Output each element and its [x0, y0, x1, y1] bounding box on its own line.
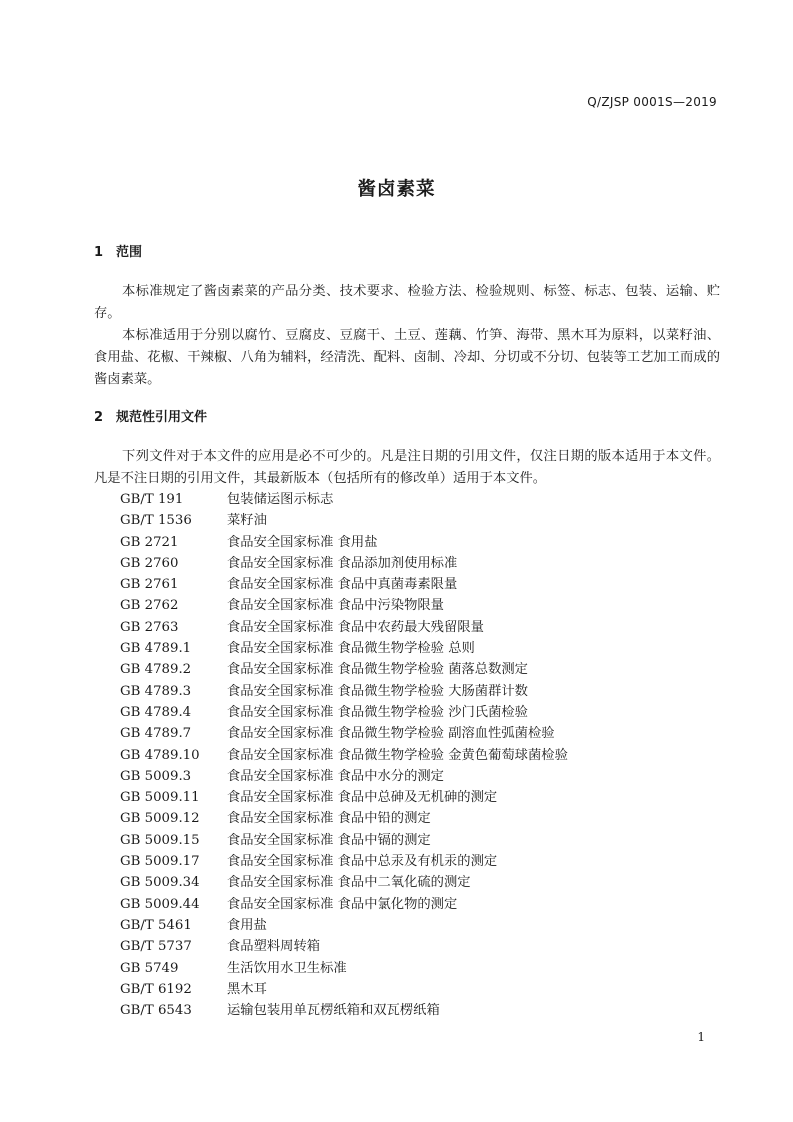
reference-code: GB 4789.10 [120, 747, 200, 763]
reference-code: GB 2762 [120, 598, 179, 614]
reference-item [120, 617, 568, 638]
reference-code: GB 4789.3 [120, 683, 192, 699]
scope-paragraph-1: 本标准规定了酱卤素菜的产品分类、技术要求、检验方法、检验规则、标签、标志、包装、运输、贮存。 [94, 284, 720, 321]
reference-name: 食品安全国家标准 食品中总汞及有机汞的测定 [227, 854, 498, 870]
reference-name: 生活饮用水卫生标准 [227, 960, 347, 976]
scope-paragraph-2: 本标准适用于分别以腐竹、豆腐皮、豆腐干、土豆、莲藕、竹笋、海带、黑木耳为原料，以菜籽油、食用盐、花椒、干辣椒、八角为辅料，经清洗、配料、卤制、冷却、分切或不分切、包装等工艺加工而成的酱卤素菜。 [94, 328, 720, 387]
reference-item [120, 638, 568, 659]
reference-item [120, 510, 568, 531]
reference-code: GB/T 6192 [120, 981, 192, 997]
reference-item [120, 958, 568, 979]
reference-name: 食品安全国家标准 食品中总砷及无机砷的测定 [227, 790, 498, 806]
reference-list [120, 489, 568, 1021]
section-number: 2 [94, 410, 104, 425]
reference-item [120, 723, 568, 744]
reference-name: 食品塑料周转箱 [227, 939, 321, 955]
reference-name: 食品安全国家标准 食品微生物学检验 沙门氏菌检验 [227, 704, 528, 720]
reference-name: 食品安全国家标准 食品中污染物限量 [227, 598, 444, 614]
reference-code: GB/T 6543 [120, 1003, 192, 1019]
section-2-heading [94, 406, 207, 425]
reference-name: 食品安全国家标准 食品微生物学检验 大肠菌群计数 [227, 683, 528, 699]
reference-code: GB/T 5737 [120, 939, 192, 955]
page-number: 1 [697, 1030, 705, 1044]
reference-item [120, 532, 568, 553]
reference-code: GB 5009.3 [120, 768, 192, 784]
reference-item [120, 894, 568, 915]
reference-code: GB 5009.11 [120, 790, 200, 806]
reference-item [120, 681, 568, 702]
section-title: 规范性引用文件 [116, 410, 208, 425]
normative-references-intro: 下列文件对于本文件的应用是必不可少的。凡是注日期的引用文件，仅注日期的版本适用于本文件。凡是不注日期的引用文件，其最新版本（包括所有的修改单）适用于本文件。 [94, 449, 720, 486]
reference-item [120, 979, 568, 1000]
reference-name: 食用盐 [227, 917, 267, 933]
document-title: 酱卤素菜 [357, 179, 436, 200]
reference-name: 食品安全国家标准 食品微生物学检验 菌落总数测定 [227, 662, 528, 678]
reference-name: 食品安全国家标准 食品微生物学检验 金黄色葡萄球菌检验 [227, 747, 568, 763]
section-title: 范围 [116, 245, 143, 260]
reference-item [120, 574, 568, 595]
reference-item [120, 702, 568, 723]
reference-item [120, 595, 568, 616]
reference-item [120, 787, 568, 808]
reference-code: GB 5009.12 [120, 811, 200, 827]
reference-item [120, 745, 568, 766]
reference-name: 食品安全国家标准 食用盐 [227, 534, 378, 550]
reference-code: GB/T 1536 [120, 513, 192, 529]
section-number: 1 [94, 245, 104, 260]
reference-name: 食品安全国家标准 食品微生物学检验 副溶血性弧菌检验 [227, 726, 555, 742]
reference-code: GB 4789.7 [120, 726, 192, 742]
reference-name: 食品安全国家标准 食品中水分的测定 [227, 768, 444, 784]
reference-code: GB 5749 [120, 960, 179, 976]
reference-name: 食品安全国家标准 食品中铅的测定 [227, 811, 431, 827]
reference-code: GB 2761 [120, 577, 179, 593]
reference-code: GB 5009.15 [120, 832, 200, 848]
reference-item [120, 872, 568, 893]
reference-code: GB 5009.17 [120, 854, 200, 870]
standard-code: Q/ZJSP 0001S—2019 [587, 95, 717, 109]
reference-item [120, 830, 568, 851]
reference-item [120, 851, 568, 872]
reference-name: 食品安全国家标准 食品中镉的测定 [227, 832, 431, 848]
reference-code: GB 4789.1 [120, 641, 192, 657]
reference-code: GB 2763 [120, 619, 179, 635]
reference-name: 食品安全国家标准 食品添加剂使用标准 [227, 555, 458, 571]
reference-item [120, 1000, 568, 1021]
reference-name: 食品安全国家标准 食品微生物学检验 总则 [227, 641, 475, 657]
reference-item [120, 936, 568, 957]
reference-name: 黑木耳 [227, 981, 267, 997]
reference-name: 运输包装用单瓦楞纸箱和双瓦楞纸箱 [227, 1003, 440, 1019]
reference-item [120, 489, 568, 510]
reference-name: 食品安全国家标准 食品中真菌毒素限量 [227, 577, 458, 593]
reference-item [120, 659, 568, 680]
reference-item [120, 553, 568, 574]
reference-code: GB/T 191 [120, 492, 184, 507]
reference-code: GB 2760 [120, 555, 179, 571]
reference-code: GB 4789.4 [120, 704, 192, 720]
reference-name: 菜籽油 [227, 513, 267, 529]
reference-item [120, 915, 568, 936]
reference-name: 食品安全国家标准 食品中二氧化硫的测定 [227, 875, 471, 891]
reference-code: GB 5009.34 [120, 875, 200, 891]
reference-code: GB 4789.2 [120, 662, 192, 678]
reference-name: 包装储运图示标志 [227, 492, 334, 507]
reference-name: 食品安全国家标准 食品中氯化物的测定 [227, 896, 458, 912]
section-1-heading [94, 241, 142, 260]
reference-code: GB/T 5461 [120, 917, 192, 933]
reference-code: GB 5009.44 [120, 896, 200, 912]
reference-name: 食品安全国家标准 食品中农药最大残留限量 [227, 619, 484, 635]
reference-code: GB 2721 [120, 534, 179, 550]
reference-item [120, 808, 568, 829]
reference-item [120, 766, 568, 787]
